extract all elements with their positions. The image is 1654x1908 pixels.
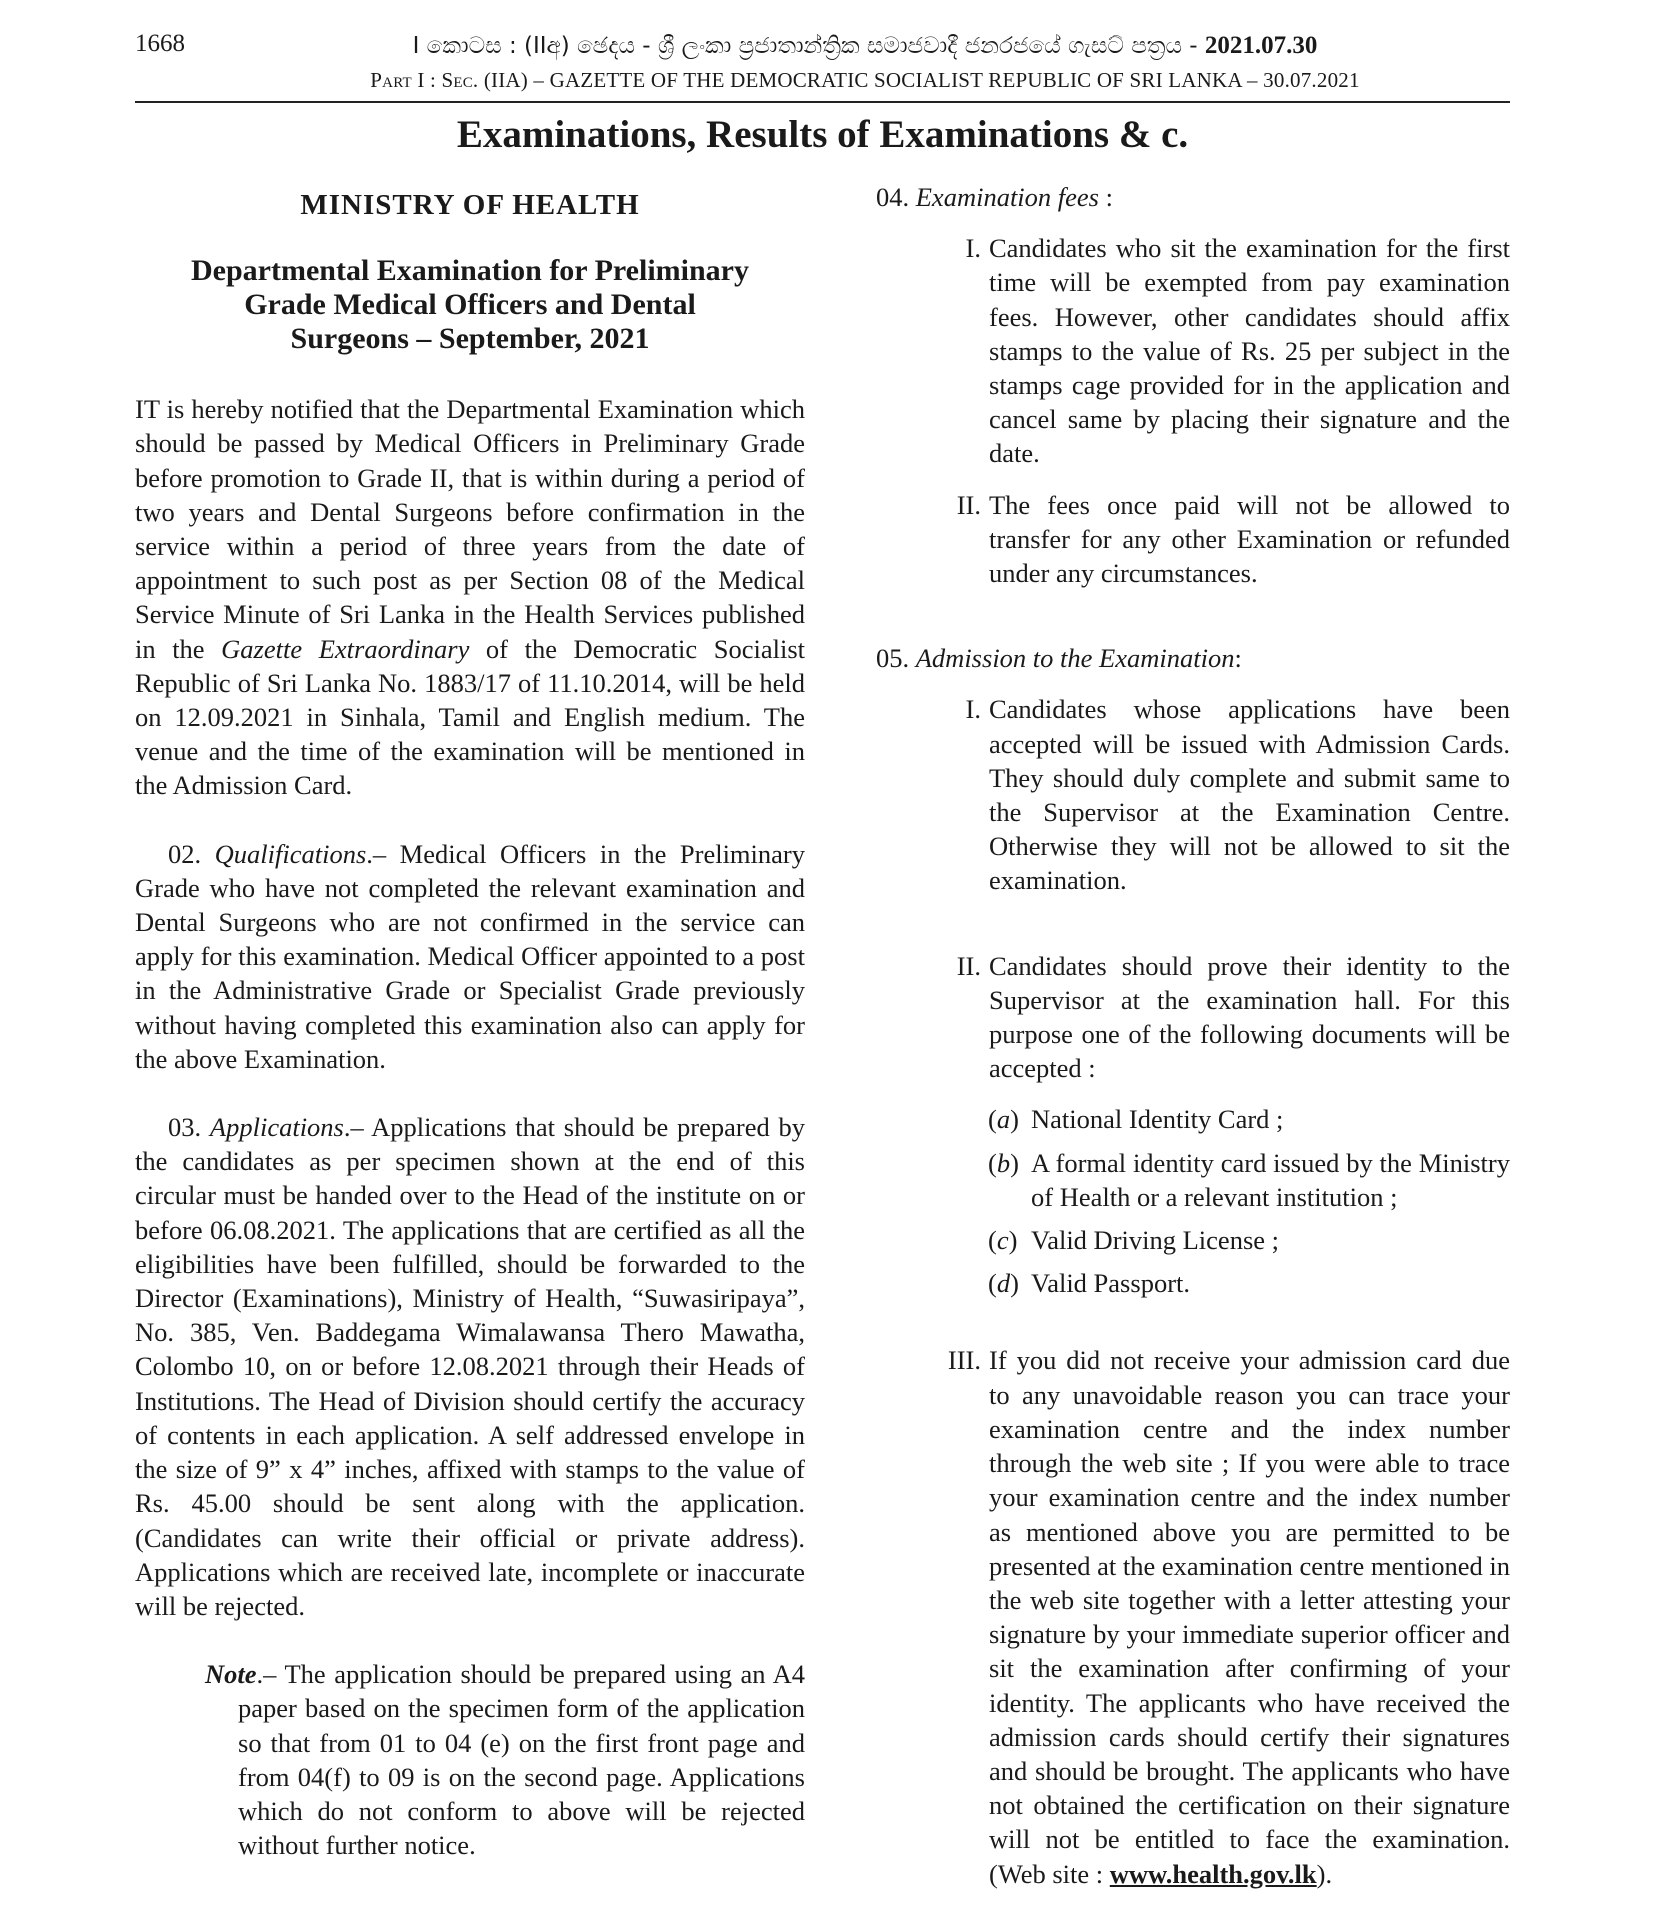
qualifications-paragraph: 02. Qualifications.– Medical Officers in the Preliminary Grade who have not completed the relevant examination and Dental Surgeons who are not confirmed in the service can apply for this examination. Medical Officer appointed to a post in the Administrative Grade or Specialist Grade previously without having completed this examination also can apply for the above Examination. xyxy=(135,838,805,1074)
header-part-label: Part xyxy=(370,68,412,92)
note-heading: Note xyxy=(205,1659,257,1690)
document-label: (c) xyxy=(988,1225,1018,1256)
item-number: III. xyxy=(947,1345,981,1376)
document-text: Valid Driving License ; xyxy=(1031,1225,1280,1256)
list-item xyxy=(876,1343,1510,1890)
document-label: (d) xyxy=(988,1268,1019,1299)
exam-title xyxy=(135,254,805,356)
ministry-heading: MINISTRY OF HEALTH xyxy=(300,189,640,221)
header-part-roman: I xyxy=(417,68,425,92)
header-sinhala-date: 2021.07.30 xyxy=(1204,32,1318,59)
item-number: II. xyxy=(956,950,981,981)
fees-heading: 04. Examination fees : xyxy=(876,182,1113,212)
right-column xyxy=(876,180,1510,1908)
exam-title-line: Grade Medical Officers and Dental xyxy=(244,288,696,322)
website-link[interactable]: www.health.gov.lk xyxy=(1109,1858,1317,1889)
document-label: (b) xyxy=(988,1147,1019,1178)
document-label: (a) xyxy=(988,1104,1019,1135)
gazette-header-sinhala xyxy=(320,32,1410,60)
item-text: If you did not receive your admission card due to any unavoidable reason you can trace your examination centre and the index number through the web site ; If you were able to trace your examination centre and the index number as mentioned above you are permitted to be presented at the examination centre mentioned in the web site together with a letter attesting your signature by your immediate superior officer and sit the examination after confirming of your identity. The applicants who have received the admission cards should certify their signatures and should be brought. The applicants who have not obtained the certification on their signature will not be entitled to face the examination. (Web site : www.health.gov.lk). xyxy=(989,1345,1510,1889)
list-item xyxy=(876,488,1510,591)
item-text: The fees once paid will not be allowed to transfer for any other Examination or refunded under any circumstances. xyxy=(989,489,1510,589)
document-text: Valid Passport. xyxy=(1031,1268,1190,1299)
header-divider xyxy=(135,101,1510,103)
document-text: National Identity Card ; xyxy=(1031,1104,1284,1135)
note-paragraph: Note.– The application should be prepared using an A4 paper based on the specimen form of the application so that from 01 to 04 (e) on the first front page and from 04(f) to 09 is on the second page. Applications which do not conform to above will be rejected without further notice. xyxy=(205,1659,805,1861)
section-title: Examinations, Results of Examinations & c. xyxy=(456,113,1189,156)
admission-heading: 05. Admission to the Examination: xyxy=(876,643,1242,674)
item-number: I. xyxy=(965,233,981,264)
header-sec-label: Sec. xyxy=(441,68,479,92)
document-item xyxy=(988,1146,1510,1214)
list-item xyxy=(876,692,1510,897)
item-text: Candidates who sit the examination for the first time will be exempted from pay examination fees. However, other candidates should affix stamps to the value of Rs. 25 per subject in the stamps cage provided for in the application and cancel same by placing their signature and the date. xyxy=(989,233,1510,469)
gazette-header-english: Part I : Sec. (IIA) – GAZETTE OF THE DEMOCRATIC SOCIALIST REPUBLIC OF SRI LANKA – 30.07.2021 xyxy=(370,68,1360,92)
document-text: A formal identity card issued by the Ministry of Health or a relevant institution ; xyxy=(1031,1147,1510,1212)
header-english-rest: (IIA) – GAZETTE OF THE DEMOCRATIC SOCIALIST REPUBLIC OF SRI LANKA – 30.07.2021 xyxy=(483,68,1360,92)
applications-paragraph: 03. Applications.– Applications that should be prepared by the candidates as per specimen shown at the end of this circular must be handed over to the Head of the institute on or before 06.08.2021. The applications that are certified as all the eligibilities have been fulfilled, should be forwarded to the Director (Examinations), Ministry of Health, “Suwasiripaya”, No. 385, Ven. Baddegama Wimalawansa Thero Mawatha, Colombo 10, on or before 12.08.2021 through their Heads of Institutions. The Head of Division should certify the accuracy of contents in each application. A self addressed envelope in the size of 9” x 4” inches, affixed with stamps to the value of Rs. 45.00 should be sent along with the application. (Candidates can write their official or private address). Applications which are received late, incomplete or inaccurate will be rejected. xyxy=(135,1112,805,1621)
page-number: 1668 xyxy=(135,30,185,57)
document-item xyxy=(988,1266,1510,1300)
list-item xyxy=(876,231,1510,470)
document-item xyxy=(988,1223,1510,1257)
item-text: Candidates should prove their identity to the Supervisor at the examination hall. For this purpose one of the following documents will be accepted : xyxy=(989,950,1510,1084)
exam-title-line: Surgeons – September, 2021 xyxy=(290,322,650,356)
gazette-extraordinary-italic: Gazette Extraordinary xyxy=(221,633,470,664)
applications-heading: Applications xyxy=(209,1112,344,1143)
item-number: I. xyxy=(965,694,981,725)
exam-title-line: Departmental Examination for Preliminary xyxy=(191,254,749,288)
list-item xyxy=(876,949,1510,1086)
item-number: II. xyxy=(956,489,981,520)
qualifications-heading: Qualifications xyxy=(214,838,367,869)
left-column xyxy=(135,180,805,1862)
document-item xyxy=(988,1102,1510,1136)
item-text: Candidates whose applications have been accepted will be issued with Admission Cards. They should duly complete and submit same to the Supervisor at the Examination Centre. Otherwise they will not be allowed to sit the examination. xyxy=(989,694,1510,896)
header-sinhala-text: I කොටස : (IIඅ) ඡෙදය - ශ්‍රී ලංකා ප්‍රජාතාන්ත්‍රික සමාජවාදී ජනරජයේ ගැසට් පත්‍රය - xyxy=(412,33,1198,59)
intro-paragraph: IT is hereby notified that the Departmental Examination which should be passed by Medical Officers in Preliminary Grade before promotion to Grade II, that is within during a period of two years and Dental Surgeons before confirmation in the service within a period of three years from the date of appointment to such post as per Section 08 of the Medical Service Minute of Sri Lanka in the Health Services published in the Gazette Extraordinary of the Democratic Socialist Republic of Sri Lanka No. 1883/17 of 11.10.2014, will be held on 12.09.2021 in Sinhala, Tamil and English medium. The venue and the time of the examination will be mentioned in the Admission Card. xyxy=(135,394,805,801)
